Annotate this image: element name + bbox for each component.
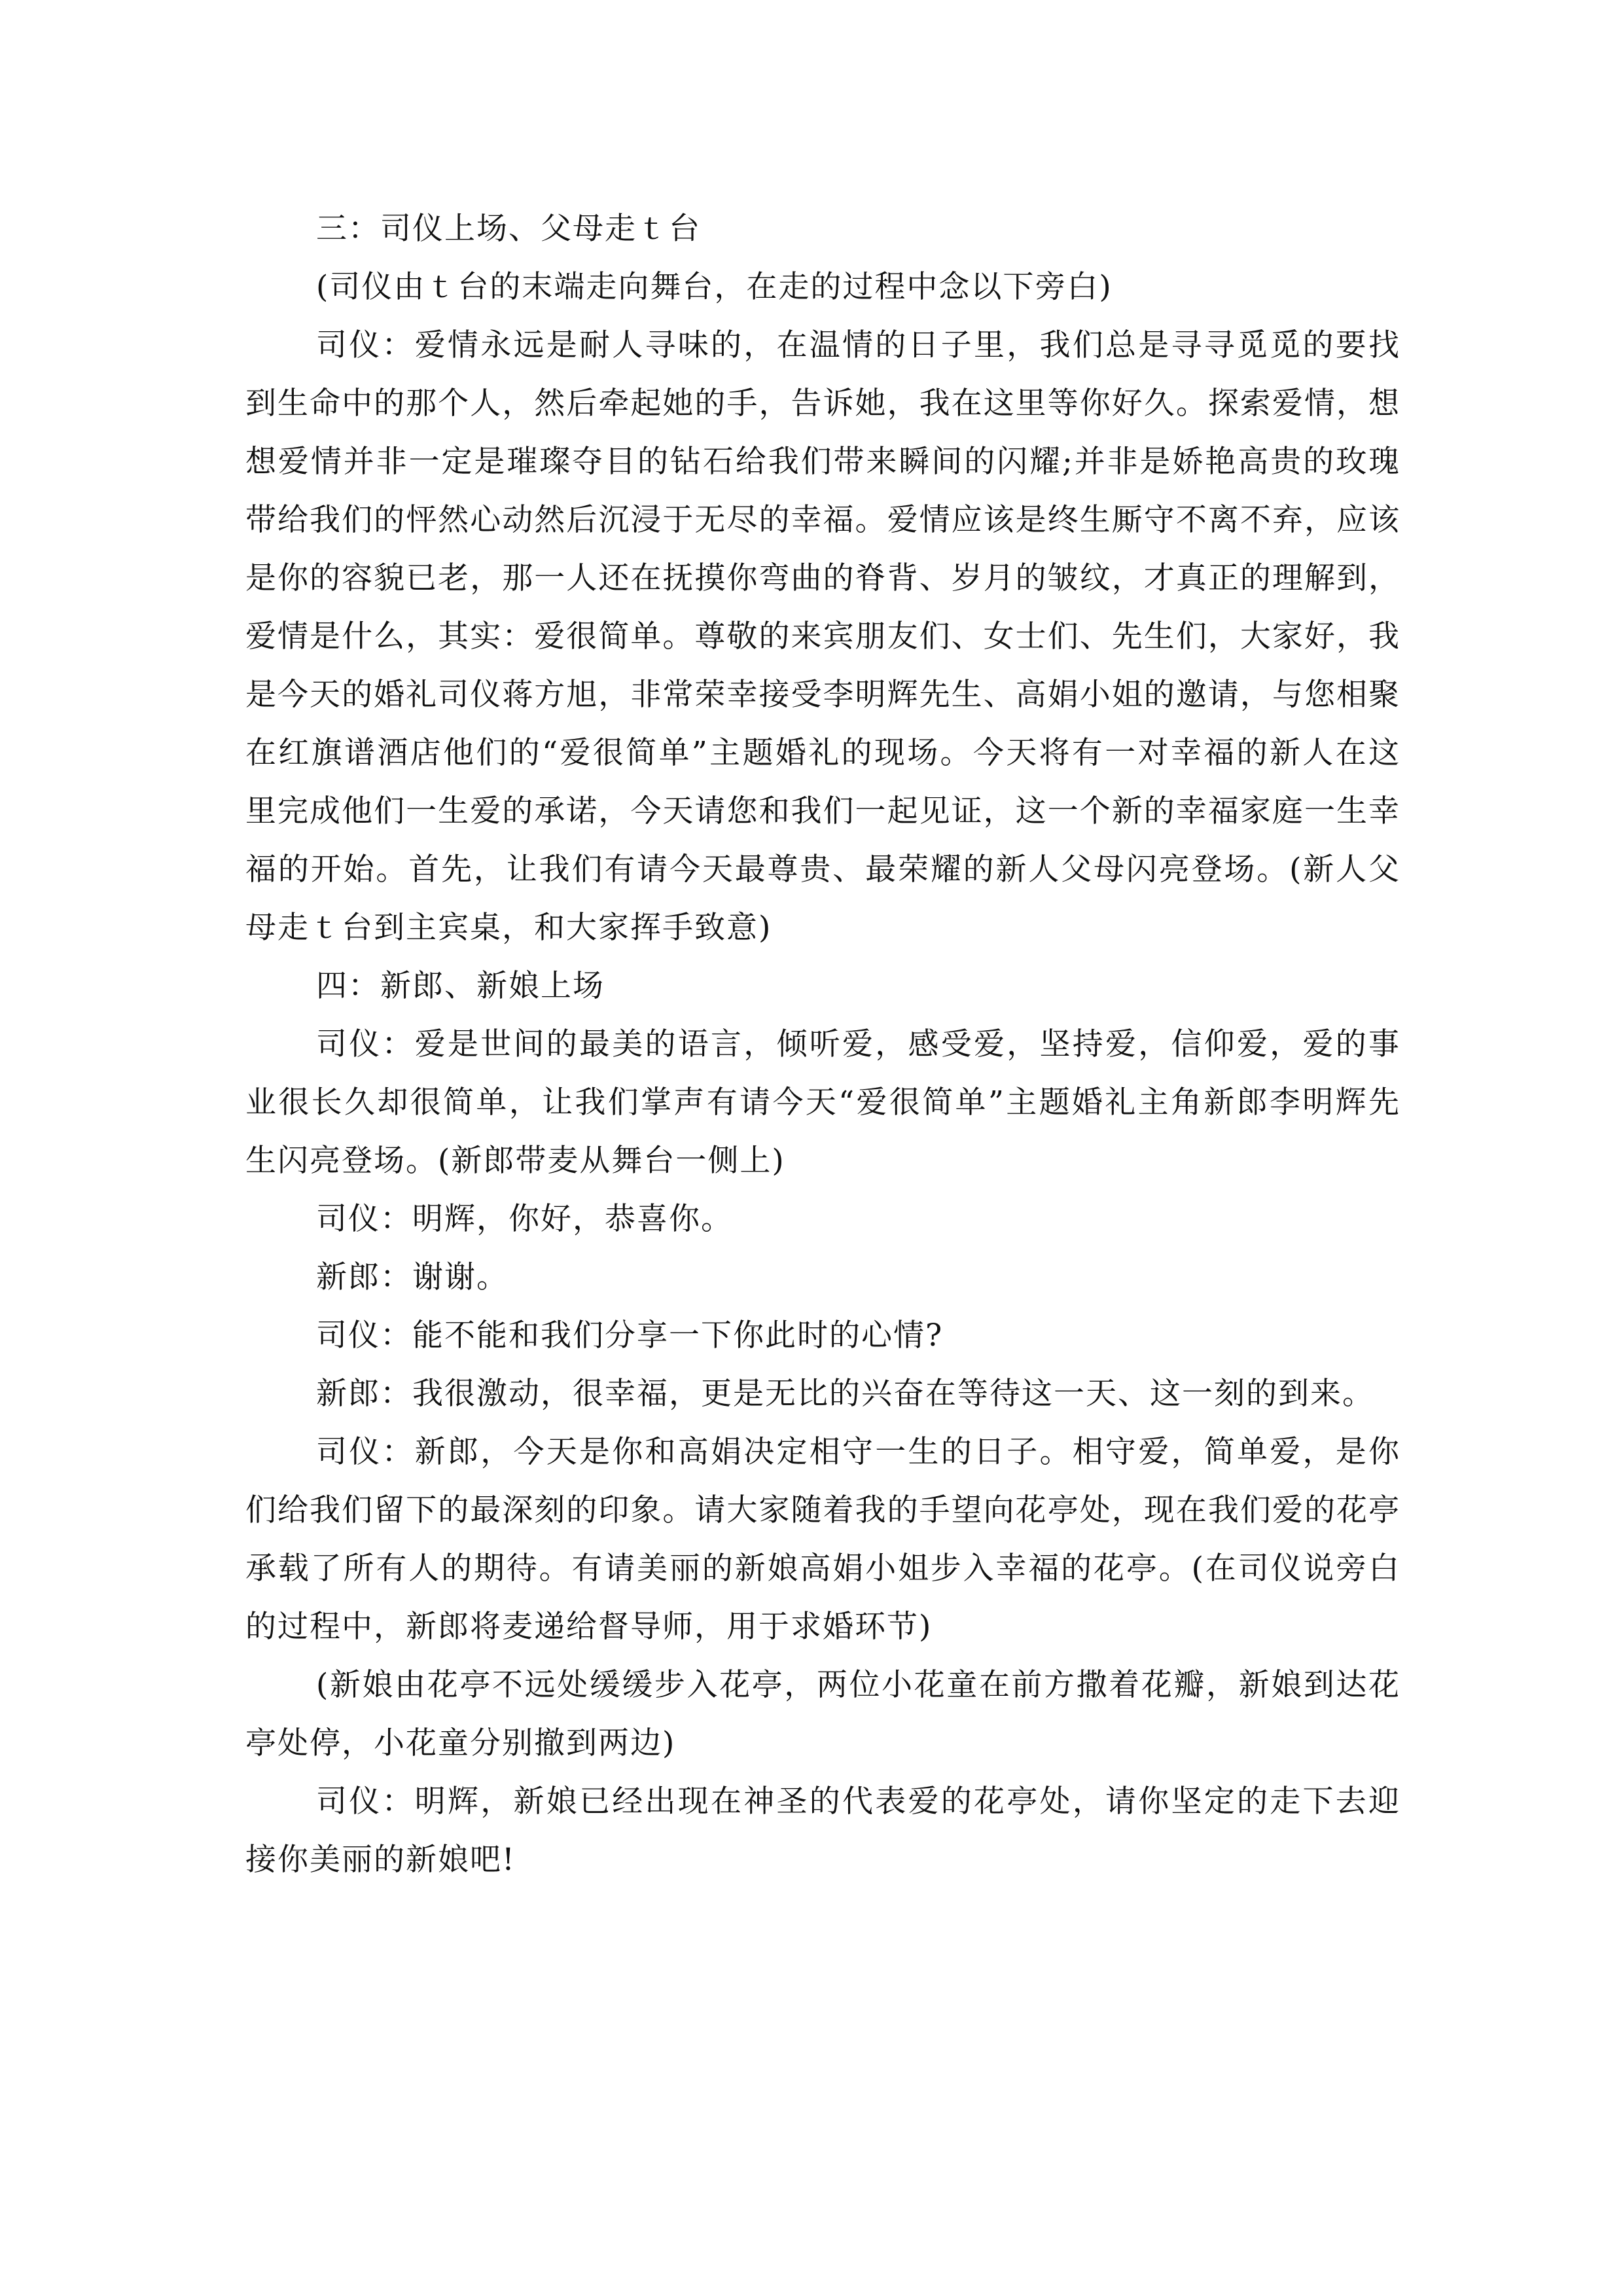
section-heading-three: 三：司仪上场、父母走ｔ台: [316, 211, 701, 247]
host-speech-paragraph: 司仪：明辉，新娘已经出现在神圣的代表爱的花亭处，请你坚定的走下去迎接你美丽的新娘吧!: [245, 1784, 1400, 1878]
dialogue-line: 司仪：能不能和我们分享一下你此时的心情?: [316, 1318, 944, 1354]
section-heading-four: 四：新郎、新娘上场: [316, 968, 605, 1004]
stage-direction: (新娘由花亭不远处缓缓步入花亭，两位小花童在前方撒着花瓣，新娘到达花亭处停，小花童分别撤到两边): [245, 1667, 1400, 1761]
stage-direction: (司仪由ｔ台的末端走向舞台，在走的过程中念以下旁白): [316, 269, 1113, 305]
host-speech-paragraph: 司仪：新郎，今天是你和高娟决定相守一生的日子。相守爱，简单爱，是你们给我们留下的最深刻的印象。请大家随着我的手望向花亭处，现在我们爱的花亭承载了所有人的期待。有请美丽的新娘高娟小姐步入幸福的花亭。(在司仪说旁白的过程中，新郎将麦递给督导师，用于求婚环节): [245, 1434, 1400, 1645]
dialogue-line: 司仪：明辉，你好，恭喜你。: [316, 1201, 733, 1237]
host-speech-paragraph: 司仪：爱是世间的最美的语言，倾听爱，感受爱，坚持爱，信仰爱，爱的事业很长久却很简单，让我们掌声有请今天“爱很简单”主题婚礼主角新郎李明辉先生闪亮登场。(新郎带麦从舞台一侧上): [245, 1026, 1400, 1179]
dialogue-line: 新郎：我很激动，很幸福，更是无比的兴奋在等待这一天、这一刻的到来。: [316, 1376, 1374, 1412]
document-body: [245, 200, 1400, 1889]
dialogue-line: 新郎：谢谢。: [316, 1259, 508, 1295]
host-speech-paragraph: 司仪：爱情永远是耐人寻味的，在温情的日子里，我们总是寻寻觅觅的要找到生命中的那个人，然后牵起她的手，告诉她，我在这里等你好久。探索爱情，想想爱情并非一定是璀璨夺目的钻石给我们带来瞬间的闪耀;并非是娇艳高贵的玫瑰带给我们的怦然心动然后沉浸于无尽的幸福。爱情应该是终生厮守不离不弃，应该是你的容貌已老，那一人还在抚摸你弯曲的脊背、岁月的皱纹，才真正的理解到，爱情是什么，其实：爱很简单。尊敬的来宾朋友们、女士们、先生们，大家好，我是今天的婚礼司仪蒋方旭，非常荣幸接受李明辉先生、高娟小姐的邀请，与您相聚在红旗谱酒店他们的“爱很简单”主题婚礼的现场。今天将有一对幸福的新人在这里完成他们一生爱的承诺，今天请您和我们一起见证，这一个新的幸福家庭一生幸福的开始。首先，让我们有请今天最尊贵、最荣耀的新人父母闪亮登场。(新人父母走ｔ台到主宾桌，和大家挥手致意): [245, 327, 1400, 946]
